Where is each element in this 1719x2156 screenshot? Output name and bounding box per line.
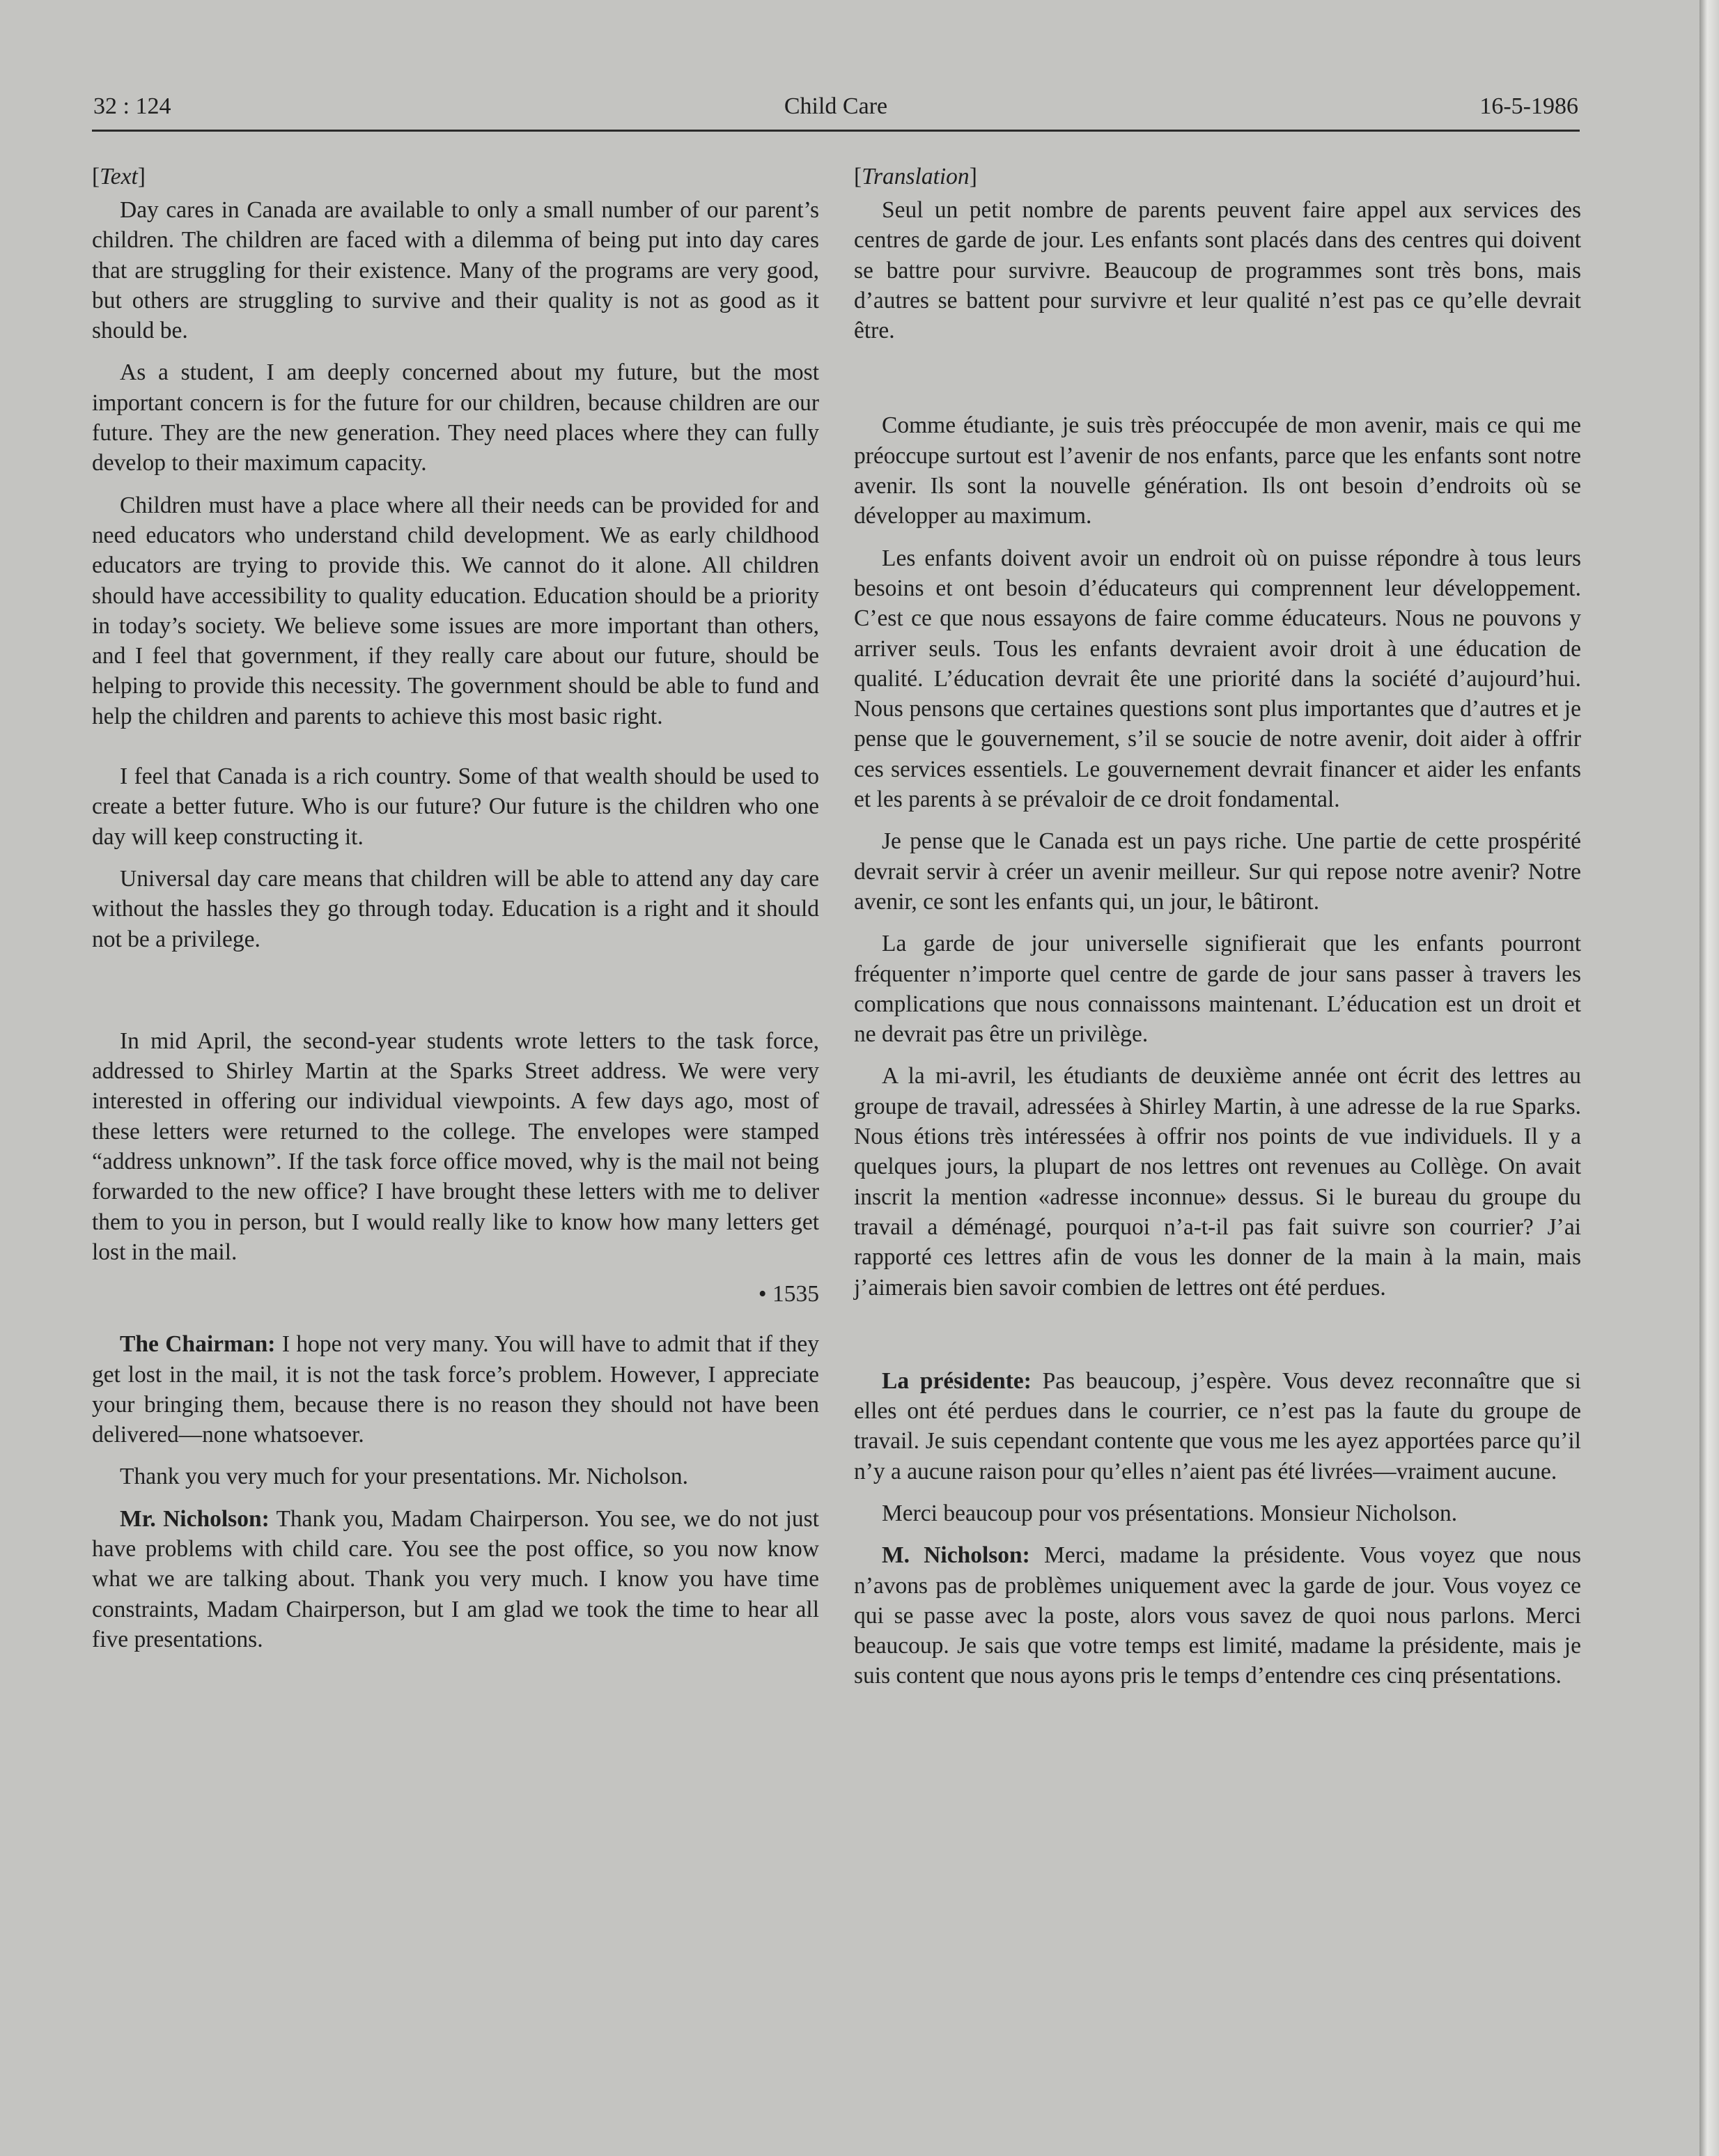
publication-title: Child Care xyxy=(784,93,888,119)
french-column xyxy=(854,162,1581,1703)
page-number: 32 : 124 xyxy=(93,93,171,119)
speaker-name: Mr. Nicholson: xyxy=(120,1505,270,1532)
paragraph: Merci beaucoup pour vos présentations. Monsieur Nicholson. xyxy=(882,1500,1458,1526)
translation-label: [Translation] xyxy=(854,164,977,189)
chair-remark: The Chairman: I hope not very many. You will have to admit that if they get lost in the mail, it is not the task force’s problem. However, I appreciate your bringing them, because there is no reason they should not have been delivered—none whatsoever. xyxy=(92,1331,819,1448)
running-head xyxy=(92,91,1580,132)
paragraph: Seul un petit nombre de parents peuvent faire appel aux services des centres de garde de jour. Les enfants sont placés dans des centres qui doivent se battre pour survivre. Beaucoup de programmes sont très bons, mais d’autres se battent pour survivre et leur qualité n’est pas ce qu’elle devrait être. xyxy=(854,197,1581,344)
paragraph: Thank you very much for your presentations. Mr. Nicholson. xyxy=(120,1464,688,1490)
english-column xyxy=(92,162,819,1666)
paragraph: Universal day care means that children will be able to attend any day care without the hassles they go through today. Education is a right and it should not be a privilege. xyxy=(92,865,819,952)
paragraph: Je pense que le Canada est un pays riche. Une partie de cette prospérité devrait servir à créer un avenir meilleur. Sur qui repose notre avenir? Notre avenir, ce sont les enfants qui, un jour, le bâtiront. xyxy=(854,828,1581,915)
paragraph: Day cares in Canada are available to only a small number of our parent’s children. The children are faced with a dilemma of being put into day cares that are struggling for their existence. Many of the programs are very good, but others are struggling to survive and their quality is not as good as it should be. xyxy=(92,197,819,344)
nicholson-remark: Mr. Nicholson: Thank you, Madam Chairperson. You see, we do not just have problems with child care. You see the post office, so you now know what we are talking about. Thank you very much. I know you have time constraints, Madam Chairperson, but I am glad we took the time to hear all five presentations. xyxy=(92,1505,819,1652)
paragraph: Comme étudiante, je suis très préoccupée de mon avenir, mais ce qui me préoccupe surtout est l’avenir de nos enfants, parce que les enfants sont notre avenir. Ils sont la nouvelle génération. Ils ont besoin d’endroits où se développer au maximum. xyxy=(854,412,1581,529)
time-marker: • 1535 xyxy=(758,1281,819,1308)
nicholson-remark: M. Nicholson: Merci, madame la présidente. Vous voyez que nous n’avons pas de problèmes uniquement avec la garde de jour. Vous voyez ce qui se passe avec la poste, alors vous savez de quoi nous parlons. Merci beaucoup. Je sais que votre temps est limité, madame la présidente, mais je suis content que nous ayons pris le temps d’entendre ces cinq présentations. xyxy=(854,1542,1582,1689)
paragraph: A la mi-avril, les étudiants de deuxième année ont écrit des lettres au groupe de travail, adressées à Shirley Martin, à une adresse de la rue Sparks. Nous étions très intéressées à offrir nos points de vue individuels. Il y a quelques jours, la plupart de nos lettres ont revenues au Collège. On avait inscrit la mention «adresse inconnue» dessus. Si le bureau du groupe du travail a déménagé, pourquoi n’a-t-il pas fait suivre son courrier? J’ai rapporté ces lettres afin de vous les donner de la main à la main, mais j’aimerais bien savoir combien de lettres ont été perdues. xyxy=(854,1063,1581,1301)
text-label: [Text] xyxy=(92,164,146,189)
paragraph: La garde de jour universelle signifierait que les enfants pourront fréquenter n’importe quel centre de garde de jour sans passer à travers les complications que nous connaissons maintenant. L’éducation est un droit et ne devrait pas être un privilège. xyxy=(854,931,1581,1048)
speaker-name: La présidente: xyxy=(882,1367,1032,1394)
paragraph: In mid April, the second-year students wrote letters to the task force, addressed to Shirley Martin at the Sparks Street address. We were very interested in offering our individual viewpoints. A few days ago, most of these letters were returned to the college. The envelopes were stamped “address unknown”. If the task force office moved, why is the mail not being forwarded to the new office? I have brought these letters with me to deliver them to you in person, but I would really like to know how many letters get lost in the mail. xyxy=(92,1027,819,1265)
paragraph: Children must have a place where all their needs can be provided for and need educators who understand child development. We as early childhood educators are trying to provide this. We cannot do it alone. All children should have accessibility to quality education. Education should be a priority in today’s society. We believe some issues are more important than others, and I feel that government, if they really care about our future, should be helping to provide this necessity. The government should be able to fund and help the children and parents to achieve this most basic right. xyxy=(92,492,819,729)
paragraph: I feel that Canada is a rich country. Some of that wealth should be used to create a better future. Who is our future? Our future is the children who one day will keep constructing it. xyxy=(92,763,819,850)
paragraph: As a student, I am deeply concerned about my future, but the most important concern is for the future for our children, because children are our future. They are the new generation. They need places where they can fully develop to their maximum capacity. xyxy=(92,359,819,476)
speaker-name: The Chairman: xyxy=(120,1331,276,1358)
paragraph: Les enfants doivent avoir un endroit où on puisse répondre à tous leurs besoins et ont besoin d’éducateurs qui comprennent leur développement. C’est ce que nous essayons de faire comme éducateurs. Nous ne pouvons y arriver seuls. Tous les enfants devraient avoir droit à une éducation de qualité. L’éducation devrait ête une priorité dans la société d’aujourd’hui. Nous pensons que certaines questions sont plus importantes que d’autres et je pense que le gouvernement, s’il se soucie de notre avenir, doit aider à offrir ces services essentiels. Le gouvernement devrait financer et aider les enfants et les parents à se prévaloir de ce droit fondamental. xyxy=(854,545,1581,813)
chair-remark: La présidente: Pas beaucoup, j’espère. Vous devez reconnaître que si elles ont été perdues dans le courrier, ce n’est pas la faute du groupe de travail. Je suis cependant contente que vous me les ayez apportées parce qu’il n’y a aucune raison pour qu’elles n’aient pas été livrées—vraiment aucune. xyxy=(854,1367,1581,1484)
page-edge xyxy=(1699,0,1719,2156)
speaker-name: M. Nicholson: xyxy=(882,1542,1030,1569)
publication-date: 16-5-1986 xyxy=(1479,93,1578,119)
